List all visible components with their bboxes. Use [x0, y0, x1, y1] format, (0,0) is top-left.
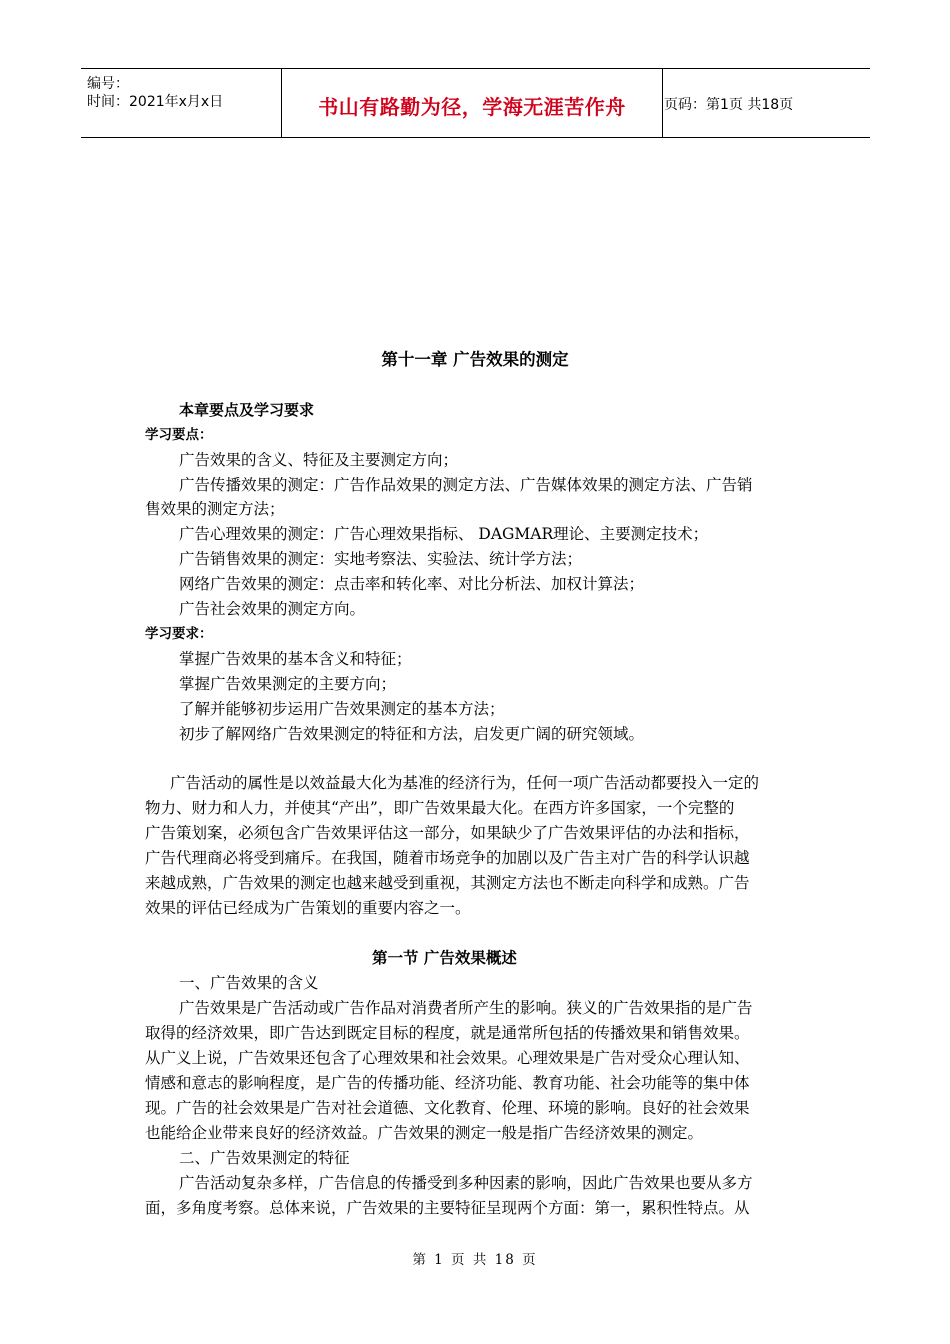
learning-point-1: 广告效果的含义、特征及主要测定方向；: [179, 451, 459, 469]
para2-line-2: 面，多角度考察。总体来说，广告效果的主要特征呈现两个方面：第一，累积性特点。从: [145, 1199, 750, 1217]
requirements-label: 学习要求：: [145, 626, 213, 642]
para1-line-2: 取得的经济效果，即广告达到既定目标的程度，就是通常所包括的传播效果和销售效果。: [145, 1024, 750, 1042]
requirement-2: 掌握广告效果测定的主要方向；: [179, 675, 397, 693]
para1-line-5: 现。广告的社会效果是广告对社会道德、文化教育、伦理、环境的影响。良好的社会效果: [145, 1099, 750, 1117]
page-footer: 第 1 页 共 18 页: [412, 1252, 538, 1268]
section-title: 第一节 广告效果概述: [372, 948, 517, 967]
intro-line-5: 来越成熟，广告效果的测定也越来越受到重视，其测定方法也不断走向科学和成熟。广告: [145, 874, 750, 892]
header-left-cell: [81, 69, 281, 137]
intro-line-6: 效果的评估已经成为广告策划的重要内容之一。: [145, 899, 471, 917]
subsection-2-title: 二、广告效果测定的特征: [179, 1149, 350, 1167]
para1-line-3: 从广义上说，广告效果还包含了心理效果和社会效果。心理效果是广告对受众心理认知、: [145, 1049, 750, 1067]
learning-point-6: 广告社会效果的测定方向。: [179, 600, 366, 618]
key-points-heading: 本章要点及学习要求: [179, 401, 315, 419]
learning-point-5: 网络广告效果的测定：点击率和转化率、对比分析法、加权计算法；: [179, 575, 645, 593]
document-time-label: 时间：2021年x月x日: [87, 94, 224, 110]
para2-line-1: 广告活动复杂多样，广告信息的传播受到多种因素的影响，因此广告效果也要从多方: [179, 1174, 753, 1192]
para1-line-6: 也能给企业带来良好的经济效益。广告效果的测定一般是指广告经济效果的测定。: [145, 1124, 704, 1142]
learning-points-label: 学习要点：: [145, 427, 213, 443]
para1-line-1: 广告效果是广告活动或广告作品对消费者所产生的影响。狭义的广告效果指的是广告: [179, 999, 753, 1017]
document-number-label: 编号：: [87, 76, 129, 92]
intro-line-4: 广告代理商必将受到痛斥。在我国，随着市场竞争的加剧以及广告主对广告的科学认识越: [145, 849, 750, 867]
learning-point-2-cont: 售效果的测定方法；: [145, 500, 285, 518]
learning-point-4: 广告销售效果的测定：实地考察法、实验法、统计学方法；: [179, 550, 583, 568]
subsection-1-title: 一、广告效果的含义: [179, 974, 319, 992]
header-motto-cell: [281, 69, 663, 137]
para1-line-4: 情感和意志的影响程度，是广告的传播功能、经济功能、教育功能、社会功能等的集中体: [145, 1074, 750, 1092]
requirement-1: 掌握广告效果的基本含义和特征；: [179, 650, 412, 668]
learning-point-2: 广告传播效果的测定：广告作品效果的测定方法、广告媒体效果的测定方法、广告销: [179, 476, 753, 494]
learning-point-3: 广告心理效果的测定：广告心理效果指标、 DAGMAR理论、主要测定技术；: [179, 525, 709, 543]
header-motto: 书山有路勤为径，学海无涯苦作舟: [318, 95, 626, 119]
intro-line-3: 广告策划案，必须包含广告效果评估这一部分，如果缺少了广告效果评估的办法和指标，: [145, 824, 750, 842]
header-page-indicator: 页码：第1页 共18页: [664, 97, 794, 113]
chapter-title: 第十一章 广告效果的测定: [381, 350, 569, 369]
requirement-4: 初步了解网络广告效果测定的特征和方法，启发更广阔的研究领域。: [179, 725, 645, 743]
page-header: [81, 68, 870, 138]
intro-line-2: 物力、财力和人力，并使其“产出”，即广告效果最大化。在西方许多国家，一个完整的: [145, 799, 735, 817]
requirement-3: 了解并能够初步运用广告效果测定的基本方法；: [179, 700, 505, 718]
intro-line-1: 广告活动的属性是以效益最大化为基准的经济行为，任何一项广告活动都要投入一定的: [170, 774, 760, 792]
header-right-cell: [662, 69, 870, 137]
